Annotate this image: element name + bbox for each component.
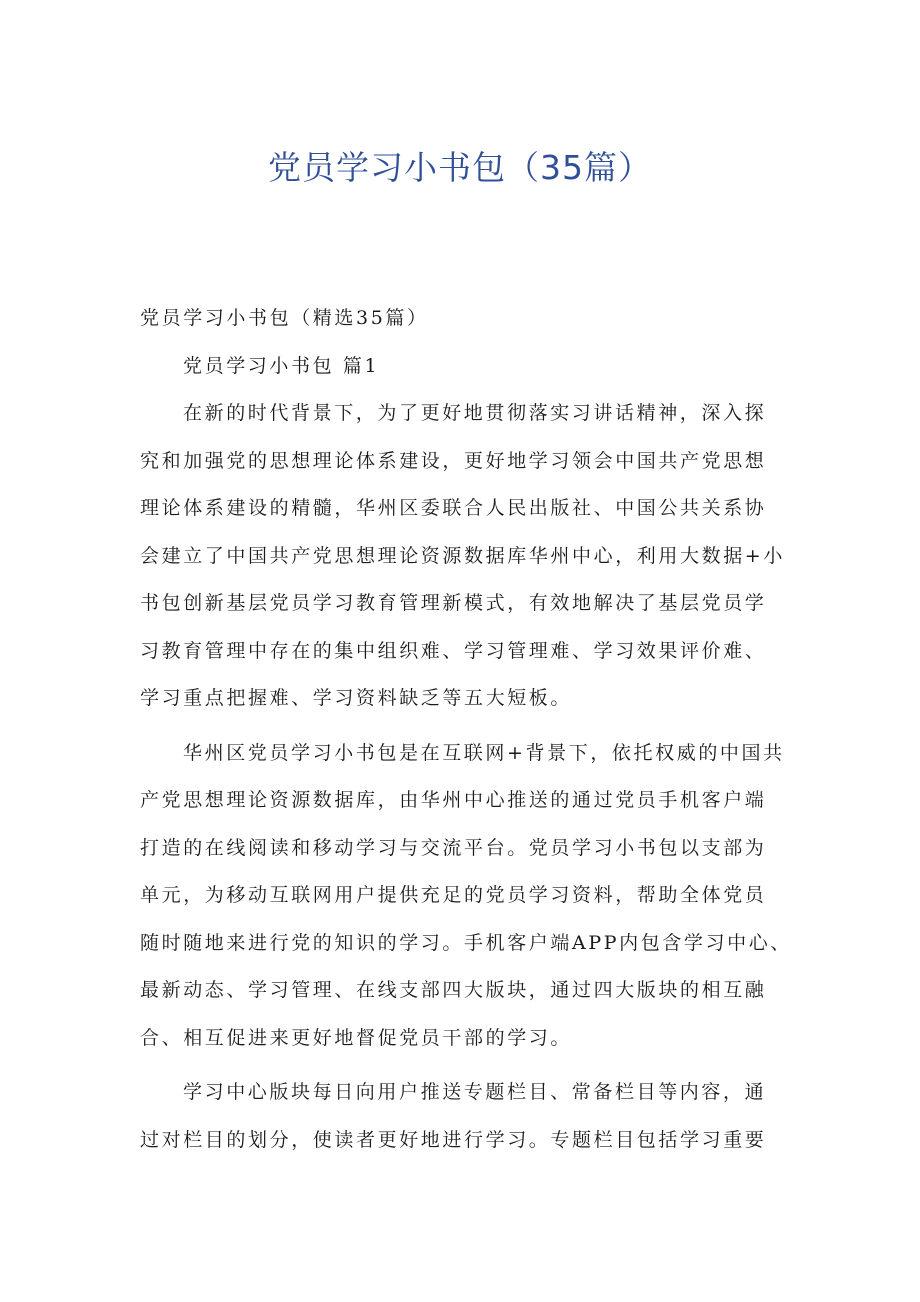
- paragraph-line: 理论体系建设的精髓，华州区委联合人民出版社、中国公共关系协: [140, 497, 767, 519]
- page-title: 党员学习小书包（35篇）: [268, 148, 652, 187]
- paragraph-line: 产党思想理论资源数据库，由华州中心推送的通过党员手机客户端: [140, 789, 767, 811]
- paragraph-line: 在新的时代背景下，为了更好地贯彻落实习讲话精神，深入探: [183, 402, 767, 424]
- section-heading: 党员学习小书包 篇1: [183, 355, 380, 377]
- paragraph-line: 书包创新基层党员学习教育管理新模式，有效地解决了基层党员学: [140, 592, 767, 614]
- paragraph-line: 随时随地来进行党的知识的学习。手机客户端APP内包含学习中心、: [140, 931, 792, 954]
- paragraph-line: 打造的在线阅读和移动学习与交流平台。党员学习小书包以支部为: [140, 836, 767, 859]
- paragraph-line: 学习中心版块每日向用户推送专题栏目、常备栏目等内容，通: [183, 1081, 767, 1103]
- paragraph-line: 会建立了中国共产党思想理论资源数据库华州中心，利用大数据+小: [140, 544, 785, 567]
- paragraph-line: 习教育管理中存在的集中组织难、学习管理难、学习效果评价难、: [140, 639, 767, 662]
- paragraph-line: 合、相互促进来更好地督促党员干部的学习。: [140, 1026, 573, 1049]
- paragraph-line: 过对栏目的划分，使读者更好地进行学习。专题栏目包括学习重要: [140, 1128, 767, 1151]
- paragraph-line: 学习重点把握难、学习资料缺乏等五大短板。: [140, 687, 573, 709]
- paragraph-line: 最新动态、学习管理、在线支部四大版块，通过四大版块的相互融: [140, 979, 767, 1001]
- paragraph-line: 单元，为移动互联网用户提供充足的党员学习资料，帮助全体党员: [140, 884, 767, 906]
- document-subtitle: 党员学习小书包（精选35篇）: [140, 307, 429, 329]
- paragraph-line: 究和加强党的思想理论体系建设，更好地学习领会中国共产党思想: [140, 449, 767, 472]
- paragraph-line: 华州区党员学习小书包是在互联网+背景下，依托权威的中国共: [183, 741, 785, 764]
